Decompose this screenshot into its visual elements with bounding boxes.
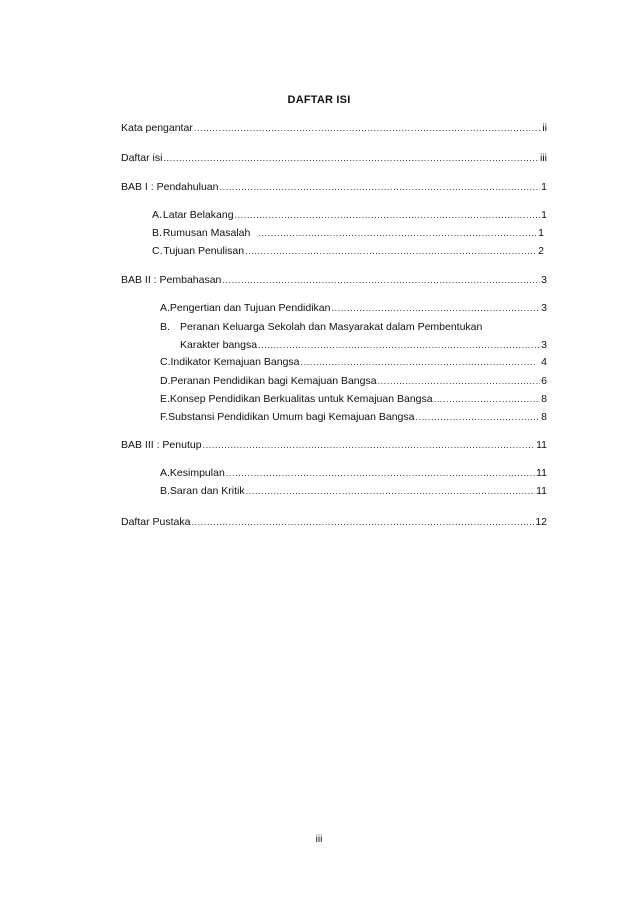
dot-leader <box>226 466 535 480</box>
dot-leader <box>245 244 537 258</box>
toc-subentry-bab1-b <box>152 226 544 240</box>
toc-entry-label: BAB III : Penutup <box>121 439 202 451</box>
toc-entry-page: iii <box>540 152 547 164</box>
toc-entry-bab-2 <box>121 273 547 287</box>
toc-entry-page: ii <box>542 122 547 134</box>
toc-entry-label: Pengertian dan Tujuan Pendidikan <box>169 302 331 314</box>
toc-entry-label: Latar Belakang <box>162 209 234 221</box>
page-number-footer: iii <box>315 834 323 845</box>
toc-entry-label: Daftar Pustaka <box>121 516 191 528</box>
toc-entry-page: 11 <box>536 485 547 497</box>
dot-leader <box>434 392 541 406</box>
toc-entry-page: 6 <box>541 375 547 387</box>
dot-leader <box>222 273 540 287</box>
toc-entry-label: Kata pengantar <box>121 122 193 134</box>
toc-entry-page: 11 <box>536 467 547 479</box>
dot-leader <box>301 355 538 369</box>
toc-entry-bab-1 <box>121 180 547 194</box>
toc-subentry-bab3-b <box>160 484 547 498</box>
dot-leader <box>191 515 534 529</box>
toc-entry-label: Rumusan Masalah <box>162 227 251 239</box>
toc-subentry-bab2-b-cont <box>180 338 547 352</box>
toc-entry-page: 3 <box>541 302 547 314</box>
toc-entry-label: Daftar isi <box>121 152 163 164</box>
toc-entry-page: 3 <box>541 339 547 351</box>
dot-leader <box>416 410 541 424</box>
toc-entry-page: 1 <box>541 209 547 221</box>
toc-subentry-bab2-e <box>160 392 547 406</box>
toc-entry-page: 12 <box>535 516 547 528</box>
toc-subentry-bab1-c <box>152 244 544 258</box>
toc-entry-bab-3 <box>121 438 547 452</box>
dot-leader <box>163 151 539 165</box>
toc-entry-page: 2 <box>538 245 544 257</box>
toc-entry-label: BAB II : Pembahasan <box>121 274 222 286</box>
toc-entry-marker: C. <box>160 356 171 368</box>
toc-entry-label: Indikator Kemajuan Bangsa <box>170 356 300 368</box>
toc-entry-marker: A. <box>160 467 170 479</box>
toc-entry-label: Kesimpulan <box>169 467 225 479</box>
dot-leader <box>258 338 540 352</box>
toc-subentry-bab2-b <box>160 320 547 334</box>
toc-entry-marker: B. <box>152 227 162 239</box>
toc-entry-marker: A. <box>152 209 162 221</box>
dot-leader <box>331 301 540 315</box>
toc-entry-label: Karakter bangsa <box>180 339 258 351</box>
toc-entry-marker: F. <box>160 411 169 423</box>
toc-subentry-bab2-d <box>160 374 547 388</box>
toc-entry-kata-pengantar <box>121 121 547 135</box>
toc-entry-label: Peranan Pendidikan bagi Kemajuan Bangsa <box>170 375 377 387</box>
toc-entry-marker: C. <box>152 245 163 257</box>
toc-entry-page: 8 <box>541 411 547 423</box>
toc-entry-label: Peranan Keluarga Sekolah dan Masyarakat dalam Pembentukan <box>180 321 483 333</box>
toc-entry-marker: B. <box>160 321 170 333</box>
toc-entry-label: Konsep Pendidikan Berkualitas untuk Kemajuan Bangsa <box>169 393 433 405</box>
page-title: DAFTAR ISI <box>287 94 351 106</box>
toc-entry-marker: A. <box>160 302 170 314</box>
toc-entry-daftar-isi <box>121 151 547 165</box>
toc-entry-marker: D. <box>160 375 171 387</box>
dot-leader <box>246 484 535 498</box>
toc-entry-page: 1 <box>538 227 544 239</box>
toc-entry-page: 1 <box>541 181 547 193</box>
dot-leader <box>258 226 537 240</box>
toc-subentry-bab2-a <box>160 301 547 315</box>
toc-entry-page: 3 <box>541 274 547 286</box>
dot-leader <box>235 208 541 222</box>
toc-subentry-bab2-c <box>160 355 547 369</box>
toc-entry-label: Saran dan Kritik <box>169 485 245 497</box>
toc-subentry-bab1-a <box>152 208 547 222</box>
toc-entry-marker: B. <box>160 485 170 497</box>
toc-subentry-bab2-f <box>160 410 547 424</box>
toc-entry-page: 8 <box>541 393 547 405</box>
toc-entry-label: BAB I : Pendahuluan <box>121 181 219 193</box>
toc-entry-marker: E. <box>160 393 170 405</box>
toc-entry-label: Substansi Pendidikan Umum bagi Kemajuan Bangsa <box>168 411 415 423</box>
dot-leader <box>203 438 536 452</box>
dot-leader <box>220 180 541 194</box>
dot-leader <box>194 121 542 135</box>
toc-subentry-bab3-a <box>160 466 547 480</box>
toc-entry-page: 4 <box>541 356 547 368</box>
toc-entry-label: Tujuan Penulisan <box>163 245 245 257</box>
dot-leader <box>378 374 541 388</box>
toc-entry-page: 11 <box>536 439 547 451</box>
toc-entry-daftar-pustaka <box>121 515 547 529</box>
